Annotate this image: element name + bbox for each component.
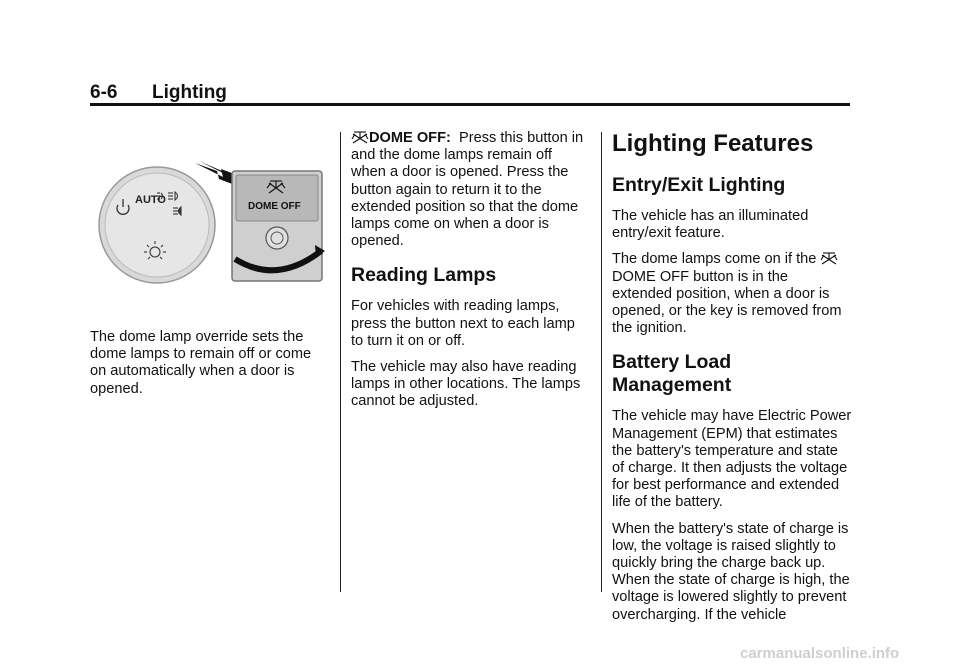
dome-off-paragraph (351, 130, 586, 250)
figure-caption: The dome lamp override sets the dome lamps to remain off or come on automatically when a door is opened. (90, 329, 312, 397)
reading-lamps-p2: The vehicle may also have reading lamps in other locations. The lamps cannot be adjusted. (351, 359, 581, 410)
column-divider (601, 132, 602, 592)
header-rule (90, 103, 850, 106)
dome-off-label: DOME OFF (248, 201, 301, 212)
entry-exit-p2 (612, 251, 852, 337)
dome-off-panel (232, 171, 325, 281)
dome-lamp-icon (351, 130, 369, 144)
dome-lamp-override-figure (95, 155, 325, 285)
page-number: 6-6 (90, 82, 118, 103)
battery-p1: The vehicle may have Electric Power Management (EPM) that estimates the battery's temperature and state of charge. It then adjusts the voltage for best performance and extended life of the battery. (612, 408, 852, 511)
entry-exit-p1: The vehicle has an illuminated entry/exit feature. (612, 208, 809, 242)
headlamp-knob (99, 167, 215, 283)
column-divider (340, 132, 341, 592)
entry-exit-heading: Entry/Exit Lighting (612, 174, 786, 196)
watermark: carmanualsonline.info (740, 645, 900, 662)
dome-off-term: DOME OFF: (369, 130, 451, 146)
battery-p2: When the battery's state of charge is low, the voltage is raised slightly to quickly bring the charge back up. When the state of charge is high, the voltage is lowered slightly to prevent overcharging. If the vehicle (612, 520, 850, 623)
dome-off-text: Press this button in and the dome lamps remain off when a door is opened. Press the button again to return it to the extended position so that the dome lamps come on when a door is opened. (351, 130, 584, 250)
reading-lamps-p1: For vehicles with reading lamps, press the button next to each lamp to turn it on or off. (351, 298, 575, 349)
battery-load-heading: Battery Load Management (612, 351, 732, 397)
page-title: Lighting (152, 82, 227, 103)
column-2 (351, 130, 586, 420)
entry-exit-p2-a: The dome lamps come on if the (612, 251, 817, 268)
dome-lamp-icon (820, 251, 838, 265)
fog-lamp-icon (173, 207, 181, 215)
auto-label: AUTO (135, 194, 166, 206)
column-3 (612, 130, 852, 633)
entry-exit-p2-b: DOME OFF button is in the extended position, when a door is opened, or the key is removed from the ignition. (612, 268, 842, 337)
lighting-features-heading: Lighting Features (612, 130, 814, 157)
reading-lamps-heading: Reading Lamps (351, 264, 497, 287)
